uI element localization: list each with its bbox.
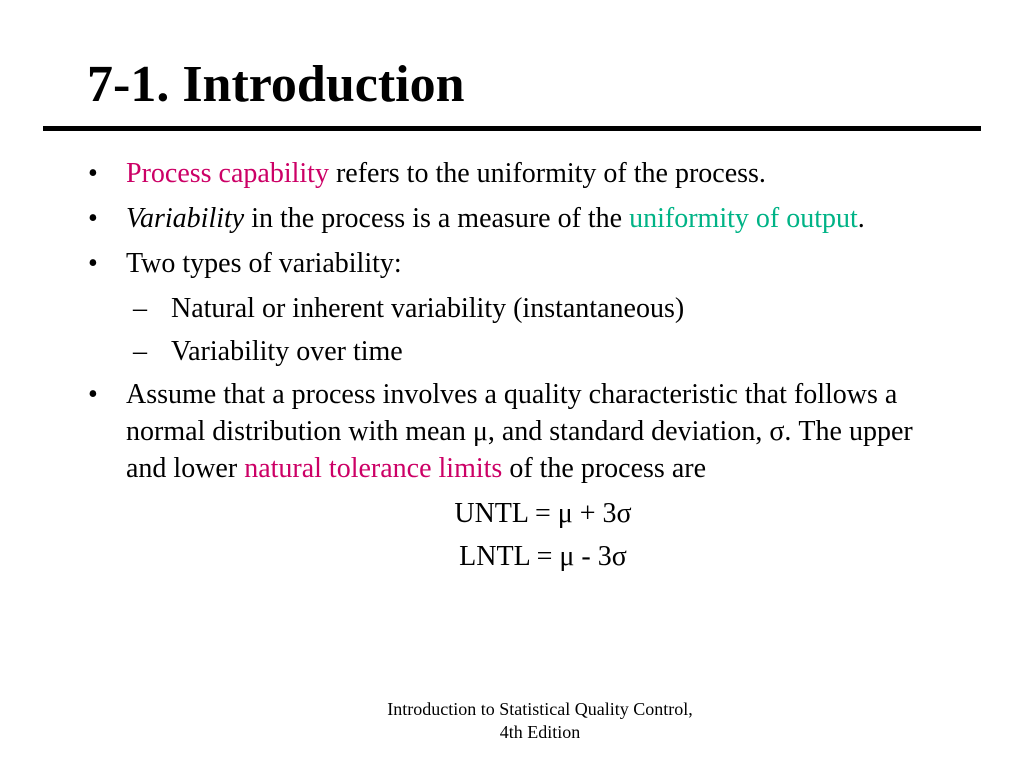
highlight-process-capability: Process capability xyxy=(126,158,329,189)
sub-bullet-text: Variability over time xyxy=(171,336,403,367)
formula-untl: UNTL = μ + 3σ xyxy=(454,498,632,529)
bullet-process-capability xyxy=(88,155,948,192)
bullet-marker: • xyxy=(88,158,98,189)
footer-line-2: 4th Edition xyxy=(499,722,581,742)
bullet-text: Two types of variability: xyxy=(126,248,402,279)
sub-bullet-over-time xyxy=(88,333,948,370)
bullet-text: . xyxy=(857,203,865,234)
bullet-variability xyxy=(88,200,948,237)
slide-body xyxy=(88,155,948,581)
dash-marker: – xyxy=(133,336,147,367)
bullet-text: of the process are xyxy=(502,453,706,484)
footer-line-1: Introduction to Statistical Quality Control, xyxy=(387,699,693,719)
sub-bullet-natural xyxy=(88,290,948,327)
bullet-assume xyxy=(88,376,948,487)
bullet-two-types xyxy=(88,245,948,282)
bullet-marker: • xyxy=(88,203,98,234)
highlight-natural-tolerance-limits: natural tolerance limits xyxy=(244,453,503,484)
highlight-uniformity-of-output: uniformity of output xyxy=(629,203,858,234)
slide-title: 7-1. Introduction xyxy=(87,56,465,113)
dash-marker: – xyxy=(133,293,147,324)
sub-bullet-text: Natural or inherent variability (instantaneous) xyxy=(171,293,685,324)
bullet-marker: • xyxy=(88,379,98,410)
title-underline xyxy=(43,126,981,131)
slide-footer xyxy=(330,698,750,744)
bullet-text: in the process is a measure of the xyxy=(244,203,630,234)
term-variability: Variability xyxy=(126,203,245,234)
bullet-text: Assume that a process involves a quality characteristic that follows a normal distribution with mean μ, and standard deviation, σ. The upper and lower xyxy=(126,379,913,484)
formula-lntl: LNTL = μ - 3σ xyxy=(459,541,627,572)
bullet-marker: • xyxy=(88,248,98,279)
bullet-text: refers to the uniformity of the process. xyxy=(328,158,766,189)
